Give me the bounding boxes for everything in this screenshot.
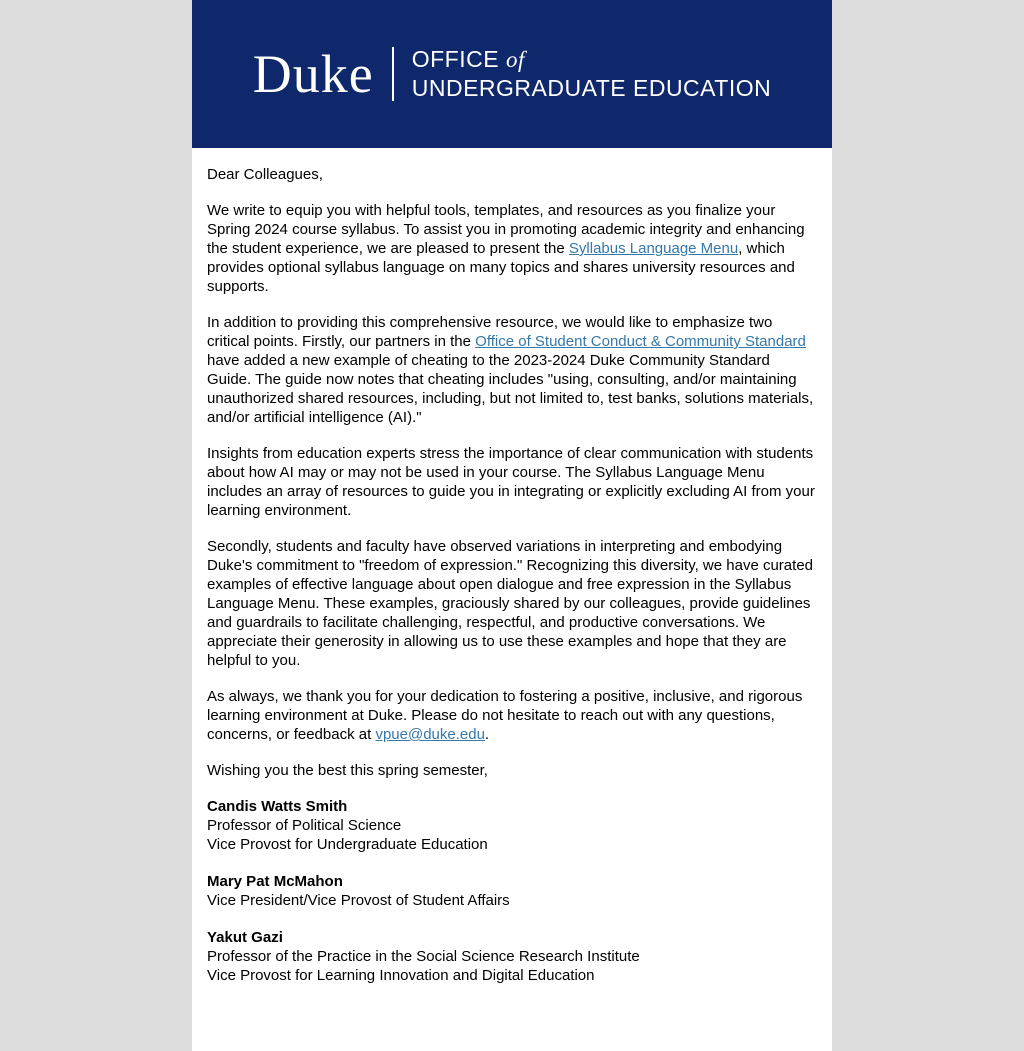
greeting: Dear Colleagues, bbox=[207, 166, 323, 183]
signature-title: Vice Provost for Learning Innovation and Digital Education bbox=[207, 967, 595, 984]
paragraph-5 bbox=[207, 687, 817, 744]
signature-name: Candis Watts Smith bbox=[207, 798, 348, 815]
email-body bbox=[192, 148, 832, 1051]
signature-title: Professor of Political Science bbox=[207, 817, 402, 834]
paragraph-4: Secondly, students and faculty have observed variations in interpreting and embodying Duke's commitment to "freedom of expression." Recognizing this diversity, we have curated examples of effective language about open dialogue and free expression in the Syllabus Language Menu. These examples, graciously shared by our colleagues, provide guidelines and guardrails to facilitate challenging, respectful, and productive conversations. We appreciate their generosity in allowing us to use these examples and hope that they are helpful to you. bbox=[207, 538, 813, 669]
signature-title: Vice Provost for Undergraduate Education bbox=[207, 836, 488, 853]
signature-name: Mary Pat McMahon bbox=[207, 873, 343, 890]
paragraph-text: In addition to providing this comprehensive resource, we would like to emphasize two critical points. Firstly, our partners in the bbox=[207, 314, 773, 350]
paragraph-text: . bbox=[484, 726, 490, 743]
duke-wordmark: Duke bbox=[252, 44, 374, 104]
syllabus-language-menu-link[interactable]: Syllabus Language Menu bbox=[568, 240, 739, 257]
office-word: OFFICE bbox=[411, 46, 506, 72]
signature-title: Vice President/Vice Provost of Student Affairs bbox=[207, 892, 510, 909]
signature-block bbox=[207, 797, 817, 854]
signature-block bbox=[207, 928, 817, 985]
logo-divider bbox=[392, 47, 394, 101]
signature-block bbox=[207, 872, 817, 910]
paragraph-2 bbox=[207, 313, 817, 427]
signature-title: Professor of the Practice in the Social Science Research Institute bbox=[207, 948, 640, 965]
paragraph-3: Insights from education experts stress the importance of clear communication with students about how AI may or may not be used in your course. The Syllabus Language Menu includes an array of resources to guide you in integrating or explicitly excluding AI from your learning environment. bbox=[207, 445, 815, 519]
office-line bbox=[412, 45, 772, 74]
student-conduct-link[interactable]: Office of Student Conduct & Community Standard bbox=[475, 333, 806, 350]
paragraph-text: , which provides optional syllabus language on many topics and shares university resources and supports. bbox=[207, 240, 795, 295]
paragraph-text: As always, we thank you for your dedication to fostering a positive, inclusive, and rigorous learning environment at Duke. Please do not hesitate to reach out with any questions, concerns, or feedback at bbox=[207, 688, 803, 743]
email-header bbox=[192, 0, 832, 148]
department-line: UNDERGRADUATE EDUCATION bbox=[411, 75, 772, 101]
paragraph-1 bbox=[207, 201, 817, 296]
paragraph-text: We write to equip you with helpful tools, templates, and resources as you finalize your Spring 2024 course syllabus. To assist you in promoting academic integrity and enhancing the student experience, we are pleased to present the bbox=[207, 202, 805, 257]
paragraph-text: have added a new example of cheating to the 2023-2024 Duke Community Standard Guide. The guide now notes that cheating includes "using, consulting, and/or maintaining unauthorized shared resources, including, but not limited to, test banks, solutions materials, and/or artificial intelligence (AI)." bbox=[207, 352, 814, 426]
signature-name: Yakut Gazi bbox=[207, 929, 283, 946]
email-container bbox=[192, 0, 832, 1051]
vpue-email-link[interactable]: vpue@duke.edu bbox=[375, 726, 485, 743]
closing-line: Wishing you the best this spring semester, bbox=[207, 762, 488, 779]
department-lockup bbox=[412, 45, 772, 103]
office-of-word: of bbox=[505, 47, 525, 72]
